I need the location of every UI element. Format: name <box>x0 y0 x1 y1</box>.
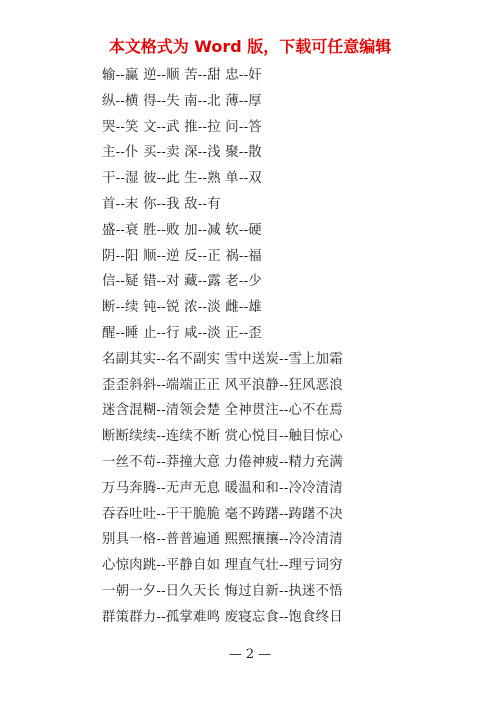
list-line: 吞吞吐吐--干干脆脆 毫不踌躇--踌躇不决 <box>102 506 343 522</box>
list-line: 别具一格--普普遍通 熙熙攘攘--冷冷清清 <box>102 532 343 548</box>
list-line: 醒--睡 止--行 咸--淡 正--歪 <box>102 325 262 341</box>
list-line: 主--仆 买--卖 深--浅 聚--散 <box>102 145 262 161</box>
list-line: 哭--笑 文--武 推--拉 问--答 <box>102 119 262 135</box>
list-line: 输--赢 逆--顺 苦--甜 忠--奸 <box>102 68 262 83</box>
download-banner: 本文格式为 Word 版，下载可任意编辑 <box>108 37 392 56</box>
list-line: 干--湿 彼--此 生--熟 单--双 <box>102 171 262 187</box>
list-line: 一朝一夕--日久天长 悔过自新--执迷不悟 <box>102 583 343 599</box>
list-line: 纵--横 得--失 南--北 薄--厚 <box>102 93 262 109</box>
list-line: 群策群力--孤掌难鸣 废寝忘食--饱食终日 <box>102 609 343 625</box>
list-line: 一丝不苟--莽撞大意 力倦神疲--精力充满 <box>102 454 343 470</box>
list-line: 歪歪斜斜--端端正正 风平浪静--狂风恶浪 <box>102 377 343 393</box>
antonym-list <box>102 63 462 631</box>
list-line: 心惊肉跳--平静自如 理直气壮--理亏词穷 <box>102 558 343 574</box>
list-line: 首--末 你--我 敌--有 <box>102 196 221 212</box>
list-line: 断--续 钝--锐 浓--淡 雌--雄 <box>102 300 262 316</box>
list-line: 名副其实--名不副实 雪中送炭--雪上加霜 <box>102 351 343 367</box>
list-line: 万马奔腾--无声无息 暖温和和--冷冷清清 <box>102 480 343 496</box>
page-number: — 2 — <box>228 647 272 662</box>
list-line: 阴--阳 顺--逆 反--正 祸--福 <box>102 248 262 264</box>
list-line: 迷含混糊--清领会楚 全神贯注--心不在焉 <box>102 403 343 419</box>
list-line: 盛--衰 胜--败 加--减 软--硬 <box>102 222 262 238</box>
list-line: 断断续续--连续不断 赏心悦目--触目惊心 <box>102 429 343 445</box>
list-line: 信--疑 错--对 藏--露 老--少 <box>102 274 262 290</box>
